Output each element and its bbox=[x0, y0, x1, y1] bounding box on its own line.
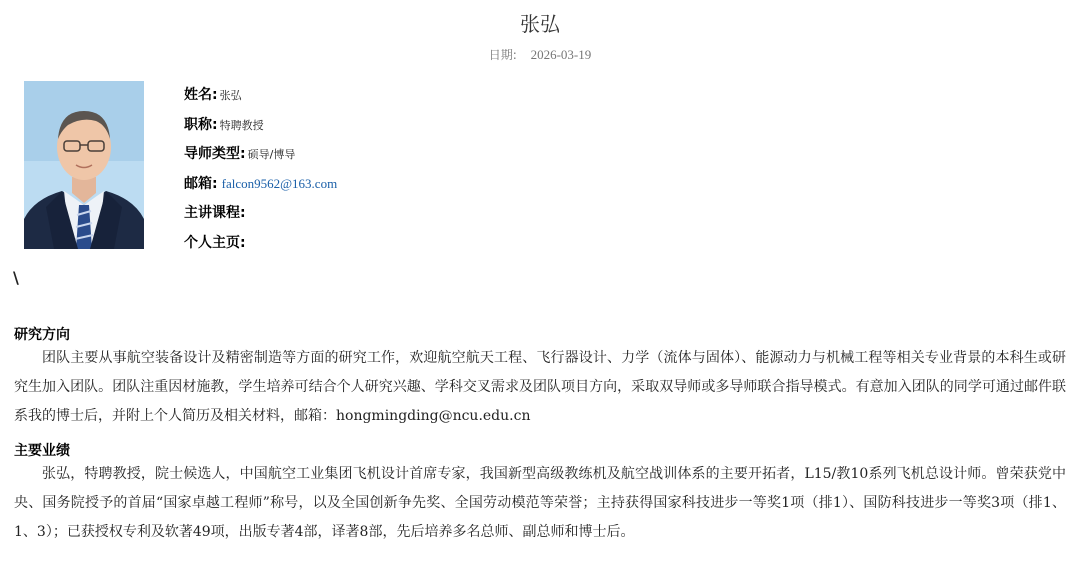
publish-date bbox=[0, 46, 1080, 63]
email-link[interactable]: falcon9562@163.com bbox=[221, 175, 338, 191]
achievements-heading: 主要业绩 bbox=[14, 443, 70, 459]
achievements-text: 张弘，特聘教授，院士候选人，中国航空工业集团飞机设计首席专家，我国新型高级教练机及航空战训体系的主要开拓者，L15/教10系列飞机总设计师。曾荣获党中央、国务院授予的首届“国家卓越工程师”称号，以及全国创新争先奖、全国劳动模范等荣誉；主持获得国家科技进步一等奖1项（排1）、国防科技进步一等奖3项（排1、1、3）；已获授权专利及软著49项，出版专著4部，译著8部，先后培养多名总师、副总师和博士后。 bbox=[14, 466, 1066, 540]
title-label: 职称: bbox=[184, 116, 218, 133]
supervisor-type-value: 硕导/博导 bbox=[247, 148, 296, 161]
name-row bbox=[184, 84, 337, 114]
separator-mark: \ bbox=[13, 268, 19, 287]
supervisor-type-row bbox=[184, 143, 337, 173]
email-label: 邮箱: bbox=[184, 175, 218, 192]
date-value: 2026-03-19 bbox=[530, 47, 592, 62]
courses-label: 主讲课程: bbox=[184, 205, 246, 221]
email-row bbox=[184, 173, 337, 203]
name-label: 姓名: bbox=[184, 87, 218, 103]
supervisor-type-label: 导师类型: bbox=[184, 146, 246, 162]
homepage-label: 个人主页: bbox=[184, 234, 246, 251]
title-row bbox=[184, 114, 337, 144]
date-label: 日期: bbox=[488, 48, 517, 62]
homepage-row bbox=[184, 232, 337, 262]
profile-photo bbox=[24, 81, 144, 249]
courses-row bbox=[184, 202, 337, 232]
name-value: 张弘 bbox=[219, 89, 242, 102]
profile-info bbox=[184, 84, 337, 261]
research-direction-heading: 研究方向 bbox=[14, 327, 70, 343]
page-title: 张弘 bbox=[520, 12, 560, 36]
research-direction-text: 团队主要从事航空装备设计及精密制造等方面的研究工作，欢迎航空航天工程、飞行器设计、力学（流体与固体）、能源动力与机械工程等相关专业背景的本科生或研究生加入团队。团队注重因材施教，学生培养可结合个人研究兴趣、学科交叉需求及团队项目方向，采取双导师或多导师联合指导模式。有意加入团队的同学可通过邮件联系我的博士后，并附上个人简历及相关材料，邮箱：hongmingding@ncu.edu.cn bbox=[14, 350, 1066, 424]
title-value: 特聘教授 bbox=[219, 118, 264, 132]
